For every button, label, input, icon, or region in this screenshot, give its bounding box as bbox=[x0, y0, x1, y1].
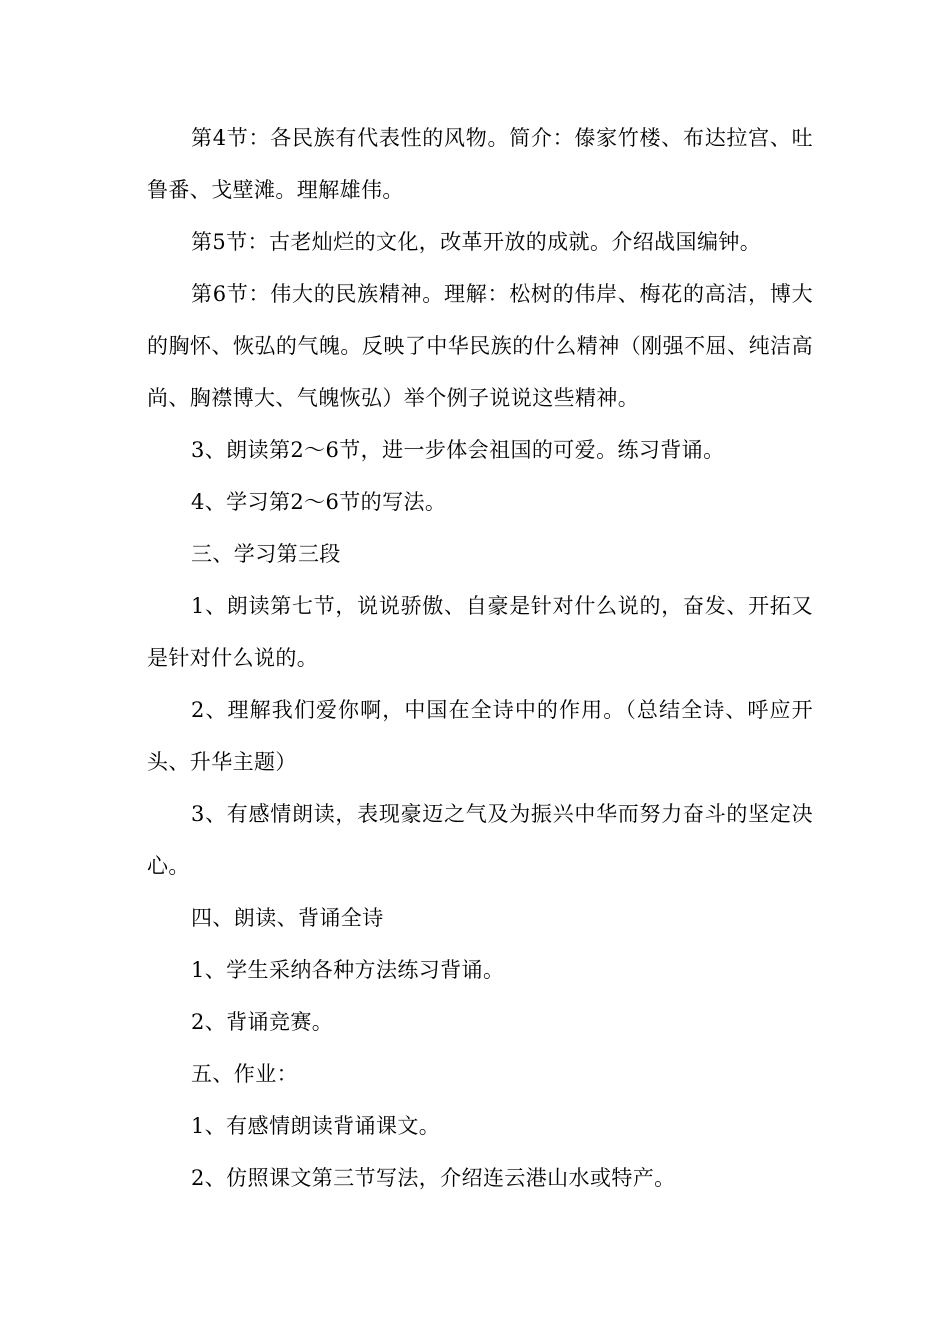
heading-part-four: 四、朗读、背诵全诗 bbox=[191, 906, 384, 930]
paragraph-homework-1: 1、有感情朗读背诵课文。 bbox=[191, 1114, 441, 1138]
heading-part-three: 三、学习第三段 bbox=[191, 542, 341, 566]
paragraph-section-6: 第6节：伟大的民族精神。理解：松树的伟岸、梅花的高洁，博大的胸怀、恢弘的气魄。反映了中华民族的什么精神（刚强不屈、纯洁高尚、胸襟博大、气魄恢弘）举个例子说说这些精神。 bbox=[147, 282, 813, 410]
paragraph-part3-item-3: 3、有感情朗读，表现豪迈之气及为振兴中华而努力奋斗的坚定决心。 bbox=[147, 802, 813, 878]
paragraph-part4-item-1: 1、学生采纳各种方法练习背诵。 bbox=[191, 958, 505, 982]
paragraph-part4-item-2: 2、背诵竞赛。 bbox=[191, 1010, 334, 1034]
heading-part-five: 五、作业： bbox=[191, 1062, 298, 1086]
paragraph-section-5: 第5节：古老灿烂的文化，改革开放的成就。介绍战国编钟。 bbox=[191, 230, 762, 254]
paragraph-section-4: 第4节：各民族有代表性的风物。简介：傣家竹楼、布达拉宫、吐鲁番、戈壁滩。理解雄伟。 bbox=[147, 126, 813, 202]
paragraph-homework-2: 2、仿照课文第三节写法，介绍连云港山水或特产。 bbox=[191, 1166, 676, 1190]
paragraph-part3-item-1: 1、朗读第七节，说说骄傲、自豪是针对什么说的，奋发、开拓又是针对什么说的。 bbox=[147, 594, 813, 670]
paragraph-step-3: 3、朗读第2～6节，进一步体会祖国的可爱。练习背诵。 bbox=[191, 438, 725, 462]
document-body bbox=[147, 112, 813, 1204]
paragraph-part3-item-2: 2、理解我们爱你啊，中国在全诗中的作用。（总结全诗、呼应开头、升华主题） bbox=[147, 698, 813, 774]
paragraph-step-4: 4、学习第2～6节的写法。 bbox=[191, 490, 447, 514]
